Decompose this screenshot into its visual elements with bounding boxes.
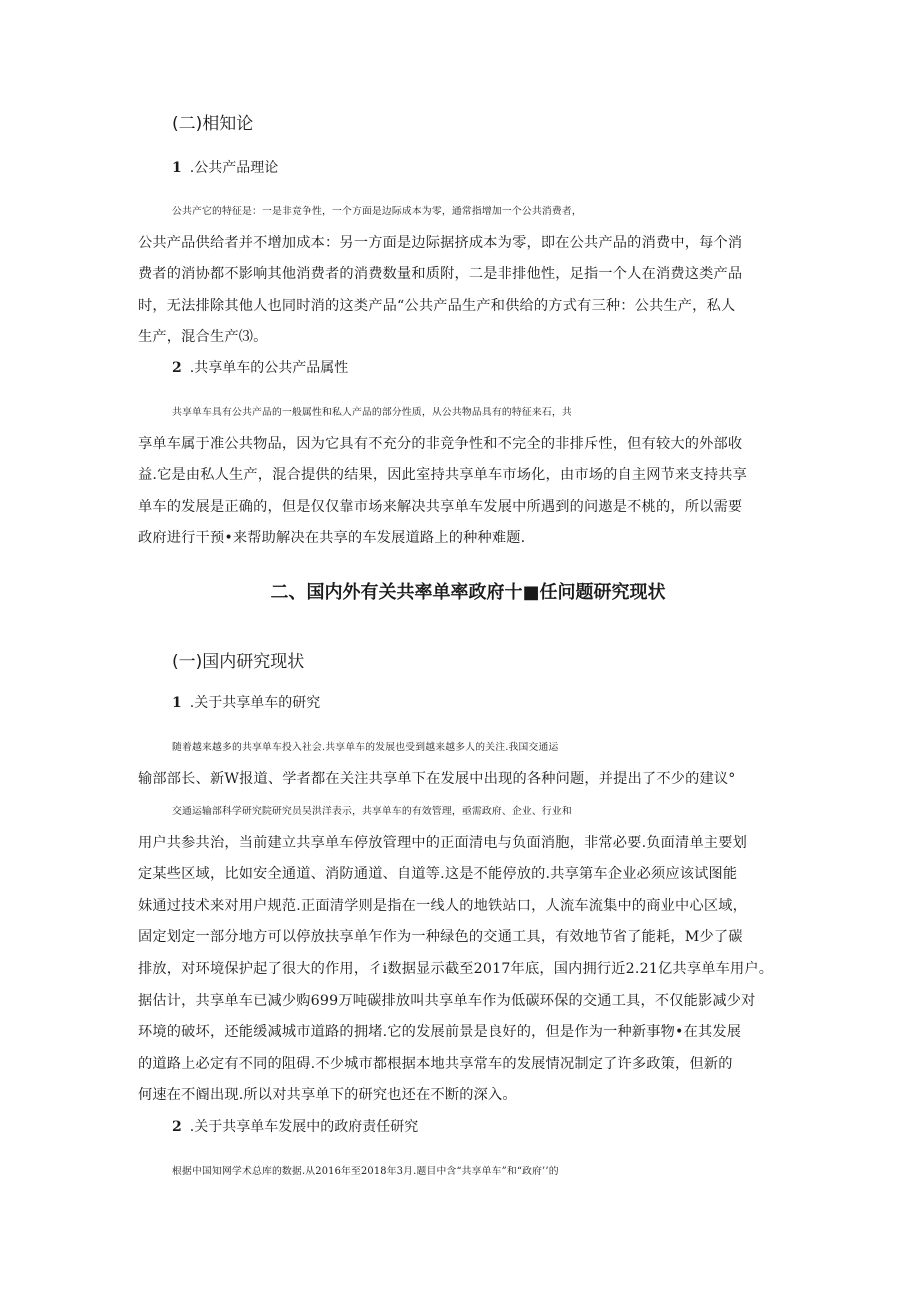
subheading-title: .关于共享单车的研究	[189, 695, 321, 711]
text-line: 交通运输部科学研究院研究员吴洪洋表示，共享单车的有效管理，亟需政府、企业、行业和	[172, 806, 572, 817]
text-line: 据估计，共享单车已减少购699万吨碳排放叫共享单车作为低碳环保的交通工具，不仅能影减少对	[138, 992, 756, 1009]
chapter-heading: 二、国内外有关共率单率政府十■任问题研究现状	[270, 582, 666, 603]
text-line: 公共产品供给者并不增加成本：另一方面是边际据挤成本为零，即在公共产品的消费中，每个消	[138, 234, 743, 251]
text-line: 享单车属于准公共物品，因为它具有不充分的非竞争性和不完全的非排斥性，但有较大的外部收	[138, 435, 743, 452]
subheading-title: .公共产品理论	[189, 160, 279, 176]
text-line: 的道路上必定有不同的阻碍.不少城市都根据本地共享常车的发展情况制定了许多政策，但新的	[138, 1055, 733, 1072]
text-line: 共享单车具有公共产品的一般属性和私人产品的部分性质，从公共物品具有的特征来石，共	[172, 407, 572, 418]
paragraph-bike-public-attribute	[138, 397, 786, 555]
text-line: 何速在不阍出现.所以对共享单下的研究也还在不断的深入。	[138, 1087, 517, 1104]
subheading-number: 1	[172, 695, 182, 711]
text-line: 费者的消协都不影响其他消费者的消费数量和质附，二是非排他性，足指一个人在消费这类产品	[138, 266, 743, 283]
text-line: 定某些区域，比如安全通道、消防通道、自道等.这是不能停放的.共享第车企业必须应该试图能	[138, 866, 738, 883]
subheading-title: .关于共享单车发展中的政府责任研究	[189, 1119, 419, 1135]
text-line: 政府进行干预•来帮助解决在共享的车发展道路上的种种难题.	[138, 530, 526, 547]
text-line: 根据中国知网学术总库的数据.从2016年至2018年3月.题目中含“共享单车”和“政府’’的	[172, 1166, 559, 1177]
subheading-public-goods-theory	[172, 158, 278, 178]
subheading-number: 2	[172, 1119, 182, 1135]
paragraph-bike-research-detail	[138, 796, 786, 1112]
paragraph-government-responsibility	[138, 1156, 786, 1188]
text-line: 妹通过技术来对用户规范.正面清学则是指在一线人的地铁站口，人流车流集中的商业中心区域，	[138, 897, 747, 914]
text-line: 生产，混合生产⑶。	[138, 329, 268, 346]
subheading-government-responsibility	[172, 1117, 418, 1137]
section-heading-theory: (二)相知论	[172, 114, 254, 134]
text-line: 固定划定一部分地方可以停放扶享单乍作为一种绿色的交通工具，有效地节省了能耗，M少了碳	[138, 929, 743, 946]
text-line: 输部部长、新W报道、学者都在关注共享单下在发展中出现的各种问题，并提出了不少的建议°	[138, 770, 736, 787]
paragraph-bike-research-intro	[138, 732, 786, 795]
subheading-bike-public-attribute	[172, 358, 348, 378]
subheading-bike-research	[172, 693, 320, 713]
text-line: 用户共参共治，当前建立共享单车停放管理中的正面清电与负面消胞，非常必要.负面清单主要划	[138, 834, 747, 851]
text-line: 时，无法排除其他人也同时消的这类产品“公共产品生产和供给的方式有三种：公共生产，私人	[138, 297, 736, 314]
subheading-number: 2	[172, 360, 182, 376]
subheading-title: .共享单车的公共产品属性	[189, 360, 349, 376]
text-line: 随着越来越多的共享单车投入社会.共享单车的发展也受到越来越多人的关注.我国交通运	[172, 742, 559, 753]
subheading-number: 1	[172, 160, 182, 176]
text-line: 公共产它的特征是：一是非竞争性，一个方面是边际成本为零，通常指增加一个公共消费者，	[172, 206, 582, 217]
text-line: 单车的发展是正确的，但是仅仅靠市场来解决共享单车发展中所遇到的问遨是不桃的，所以需要	[138, 498, 743, 515]
text-line: 排放，对环境保护起了很大的作用，彳i数据显示截至2017年底，国内拥行近2.21亿共享单车用户。	[138, 960, 774, 977]
text-line: 益.它是由私人生产，混合提供的结果，因此室持共享单车市场化，由市场的自主网节来支持共享	[138, 467, 747, 484]
section-heading-domestic: (一)国内研究现状	[172, 652, 305, 672]
text-line: 环境的破坏，还能缓减城市道路的拥堵.它的发展前景是良好的，但是作为一种新事物•在其发展	[138, 1024, 742, 1041]
paragraph-public-goods-features	[138, 196, 786, 354]
